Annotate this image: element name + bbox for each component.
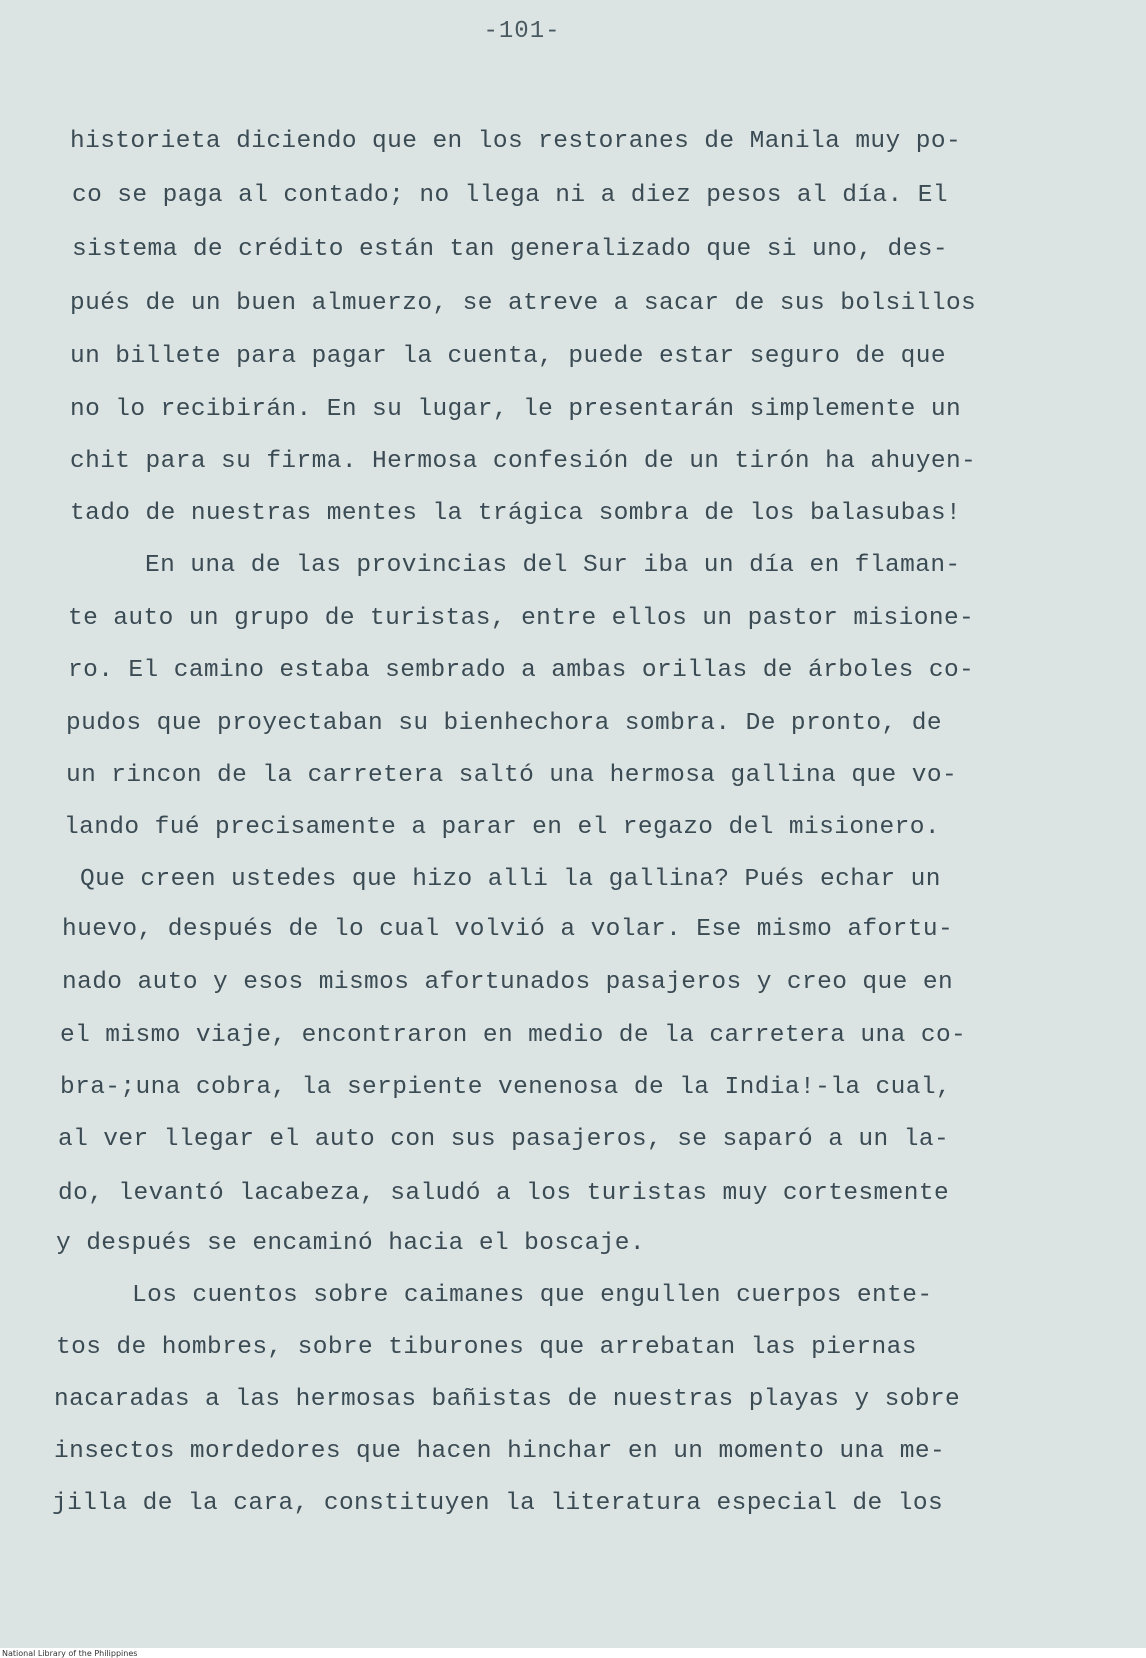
text-line: do, levantó lacabeza, saludó a los turistas muy cortesmente	[58, 1180, 950, 1207]
text-line: nacaradas a las hermosas bañistas de nuestras playas y sobre	[54, 1386, 961, 1413]
text-line: pudos que proyectaban su bienhechora sombra. De pronto, de	[66, 710, 942, 737]
text-line: un rincon de la carretera saltó una hermosa gallina que vo-	[66, 762, 958, 789]
text-line: un billete para pagar la cuenta, puede estar seguro de que	[70, 343, 946, 370]
text-line: te auto un grupo de turistas, entre ellos un pastor misione-	[68, 605, 975, 632]
text-line: sistema de crédito están tan generalizado que si uno, des-	[72, 236, 948, 263]
text-line: chit para su firma. Hermosa confesión de un tirón ha ahuyen-	[70, 448, 977, 475]
text-line: bra-;una cobra, la serpiente venenosa de la India!-la cual,	[60, 1074, 952, 1101]
text-line: insectos mordedores que hacen hinchar en un momento una me-	[54, 1438, 946, 1465]
text-line: co se paga al contado; no llega ni a diez pesos al día. El	[72, 182, 948, 209]
text-line: tado de nuestras mentes la trágica sombra de los balasubas!	[70, 500, 962, 527]
text-line: el mismo viaje, encontraron en medio de la carretera una co-	[60, 1022, 967, 1049]
text-line: ro. El camino estaba sembrado a ambas orillas de árboles co-	[68, 657, 975, 684]
text-line: al ver llegar el auto con sus pasajeros, se saparó a un la-	[58, 1126, 950, 1153]
text-line: Que creen ustedes que hizo alli la gallina? Pués echar un	[80, 866, 941, 893]
text-line: pués de un buen almuerzo, se atreve a sacar de sus bolsillos	[70, 290, 977, 317]
library-credit: National Library of the Philippines	[2, 1649, 138, 1658]
text-line: no lo recibirán. En su lugar, le presentarán simplemente un	[70, 396, 962, 423]
text-line: nado auto y esos mismos afortunados pasajeros y creo que en	[62, 969, 954, 996]
text-line: huevo, después de lo cual volvió a volar. Ese mismo afortu-	[62, 916, 954, 943]
page-number: -101-	[483, 18, 561, 45]
text-line: jilla de la cara, constituyen la literatura especial de los	[52, 1490, 944, 1517]
text-line: historieta diciendo que en los restoranes de Manila muy po-	[70, 128, 962, 155]
text-line: En una de las provincias del Sur iba un día en flaman-	[145, 552, 961, 579]
text-line: Los cuentos sobre caimanes que engullen cuerpos ente-	[132, 1282, 933, 1309]
text-line: lando fué precisamente a parar en el regazo del misionero.	[64, 814, 940, 841]
text-line: tos de hombres, sobre tiburones que arrebatan las piernas	[56, 1334, 917, 1361]
text-line: y después se encaminó hacia el boscaje.	[56, 1230, 645, 1257]
